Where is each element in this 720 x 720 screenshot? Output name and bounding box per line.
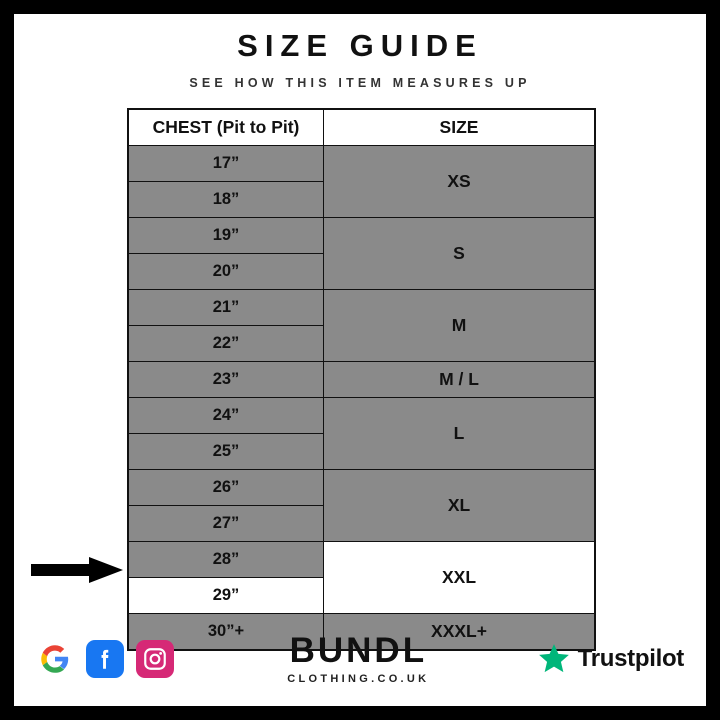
size-value: XS <box>324 146 596 218</box>
table-row <box>128 470 595 506</box>
size-table-wrapper <box>127 108 593 651</box>
chest-value: 20” <box>128 254 324 290</box>
table-header-row <box>128 109 595 146</box>
size-guide-card <box>14 14 706 706</box>
google-icon[interactable] <box>36 640 74 678</box>
chest-value: 24” <box>128 398 324 434</box>
chest-value: 19” <box>128 218 324 254</box>
chest-value: 17” <box>128 146 324 182</box>
size-value: XXL <box>324 542 596 614</box>
table-row <box>128 290 595 326</box>
brand-name: BUNDL <box>289 631 428 670</box>
chest-value: 18” <box>128 182 324 218</box>
size-value: S <box>324 218 596 290</box>
chest-value: 22” <box>128 326 324 362</box>
chest-value: 23” <box>128 362 324 398</box>
column-header-chest: CHEST (Pit to Pit) <box>128 109 324 146</box>
size-value: XXXL+ <box>324 614 596 651</box>
size-value: L <box>324 398 596 470</box>
size-table <box>127 108 596 651</box>
size-value: M <box>324 290 596 362</box>
chest-value: 27” <box>128 506 324 542</box>
chest-value: 30”+ <box>128 614 324 651</box>
page-title: SIZE GUIDE <box>237 28 483 63</box>
size-value: M / L <box>324 362 596 398</box>
chest-value: 21” <box>128 290 324 326</box>
footer <box>14 622 706 696</box>
column-header-size: SIZE <box>324 109 596 146</box>
trustpilot-label: Trustpilot <box>577 645 684 672</box>
table-row <box>128 146 595 182</box>
table-row <box>128 362 595 398</box>
brand-tagline: CLOTHING.CO.UK <box>287 673 430 685</box>
trustpilot-logo[interactable] <box>537 642 684 676</box>
chest-value-selected: 29” <box>128 578 324 614</box>
brand-logo <box>287 633 429 685</box>
size-value: XL <box>324 470 596 542</box>
table-row <box>128 398 595 434</box>
table-row <box>128 218 595 254</box>
trustpilot-star-icon <box>537 642 571 676</box>
chest-value: 26” <box>128 470 324 506</box>
chest-value: 25” <box>128 434 324 470</box>
social-links <box>36 640 174 678</box>
highlight-arrow-icon <box>31 557 123 583</box>
table-row <box>128 542 595 578</box>
chest-value: 28” <box>128 542 324 578</box>
facebook-icon[interactable] <box>86 640 124 678</box>
page-subtitle: SEE HOW THIS ITEM MEASURES UP <box>189 76 531 90</box>
instagram-icon[interactable] <box>136 640 174 678</box>
